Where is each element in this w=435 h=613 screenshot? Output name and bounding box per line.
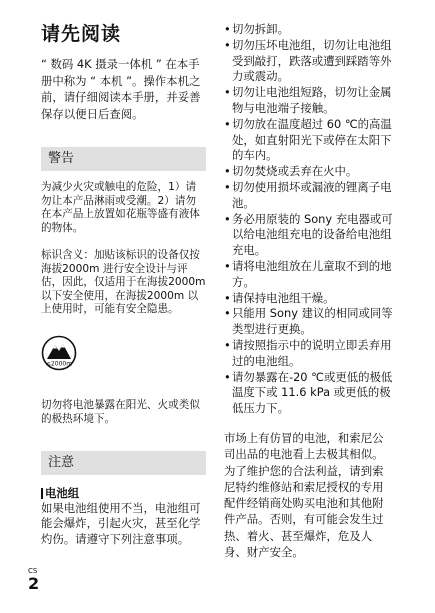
altitude-limit-icon — [41, 335, 77, 371]
right-column — [224, 22, 394, 560]
intro-paragraph: “ 数码 4K 摄录一体机 ” 在本手册中称为 “ 本机 ”。操作本机之前，请仔细阅读本手册，并妥善保存以便日后查阅。 — [41, 57, 201, 121]
battery-subheading-label: 电池组 — [45, 485, 80, 500]
page-number: 2 — [28, 574, 40, 593]
page-title: 请先阅读 — [41, 23, 122, 45]
list-item: • 只能用 Sony 建议的相同或同等类型进行更换。 — [224, 306, 394, 338]
list-item: • 请将电池组放在儿童取不到的地方。 — [224, 259, 394, 291]
sun-warning-text: 切勿将电池暴露在阳光、火或类似的极热环境下。 — [41, 398, 200, 425]
altitude-marking-text: 标识含义：加贴该标识的设备仅按海拔2000m 进行安全设计与评估，因此，仅适用于在海拔2000m 以下安全使用，在海拔2000m 以上使用时，可能有安全隐患。 — [41, 249, 206, 315]
list-item: • 切勿拆卸。 — [224, 22, 394, 38]
counterfeit-battery-note: 市场上有仿冒的电池，和索尼公司出品的电池看上去极其相似。为了维护您的合法利益，请到索尼特约维修站和索尼授权的专用配件经销商处购买电池和其他附件产品。否则，有可能会发生过热、着火、甚至爆炸，危及人身、财产安全。 — [224, 430, 384, 559]
list-item: • 切勿压坏电池组，切勿让电池组受到敲打，跌落或遭到踩踏等外力或震动。 — [224, 38, 394, 85]
list-item: • 务必用原装的 Sony 充电器或可以给电池组充电的设备给电池组充电。 — [224, 212, 394, 259]
page-footer — [28, 567, 39, 593]
list-item: • 切勿放在温度超过 60 ℃的高温处，如直射阳光下或停在太阳下的车内。 — [224, 117, 394, 164]
subheading-bar — [41, 488, 43, 499]
list-item: • 请保持电池组干燥。 — [224, 291, 394, 307]
list-item: • 切勿焚烧或丢弃在火中。 — [224, 164, 394, 180]
battery-caution-text: 如果电池组使用不当，电池组可能会爆炸，引起火灾，甚至化学灼伤。请遵守下列注意事项。 — [41, 500, 201, 546]
list-item: • 切勿使用损坏或漏液的锂离子电池。 — [224, 180, 394, 212]
battery-precautions-list — [224, 22, 394, 417]
language-code: CS — [28, 567, 38, 575]
caution-heading: 注意 — [41, 451, 206, 475]
list-item: • 切勿让电池组短路，切勿让金属物与电池端子接触。 — [224, 85, 394, 117]
warning-text: 为减少火灾或触电的危险，1）请勿让本产品淋雨或受潮。2）请勿在本产品上放置如花瓶等盛有液体的物体。 — [41, 181, 200, 234]
altitude-badge-label: ≤2000m — [45, 360, 73, 367]
list-item: • 请勿暴露在-20 ℃或更低的极低温度下或 11.6 kPa 或更低的极低压力下。 — [224, 370, 394, 417]
left-column — [41, 22, 206, 547]
battery-subheading — [41, 486, 206, 501]
warning-heading: 警告 — [41, 147, 206, 171]
list-item: • 请按照指示中的说明立即丢弃用过的电池组。 — [224, 338, 394, 370]
